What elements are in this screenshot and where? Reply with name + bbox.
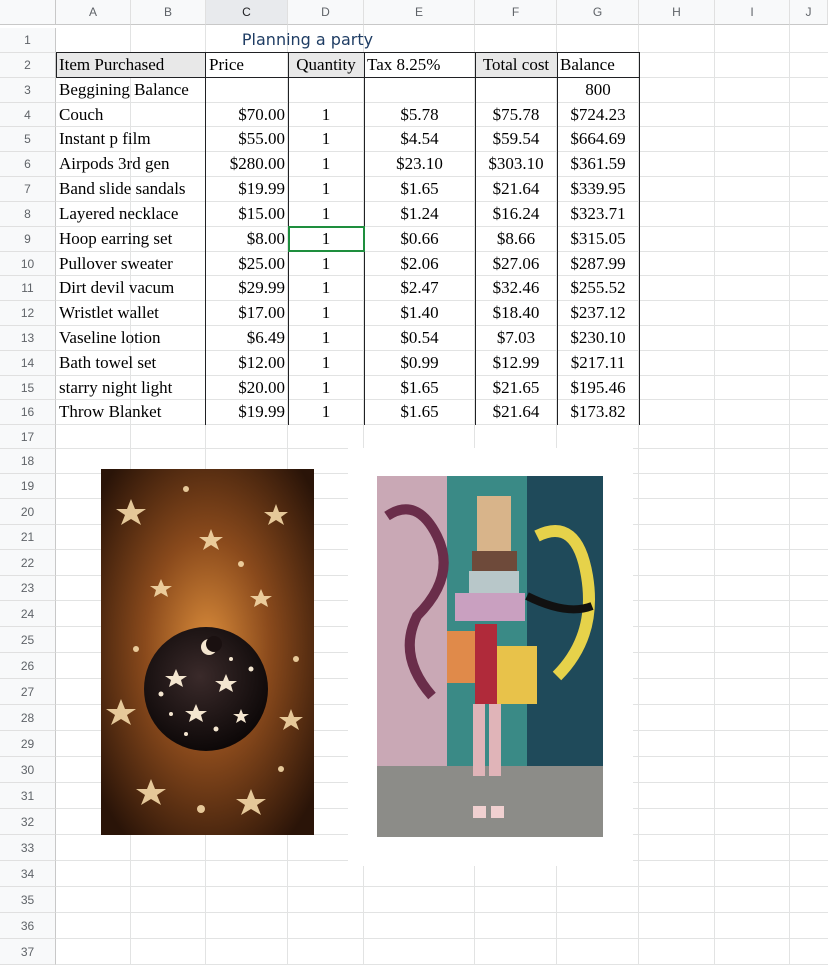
column-header-a[interactable]: A bbox=[56, 0, 131, 25]
column-header-g[interactable]: G bbox=[557, 0, 639, 25]
header-item[interactable]: Item Purchased bbox=[59, 55, 165, 74]
row-header-1[interactable]: 1 bbox=[0, 28, 56, 53]
row-header-9[interactable]: 9 bbox=[0, 227, 56, 252]
row-header-33[interactable]: 33 bbox=[0, 835, 56, 861]
cell-qty[interactable]: 1 bbox=[321, 204, 331, 223]
cell-price[interactable]: $280.00 bbox=[229, 154, 285, 173]
row-header-10[interactable]: 10 bbox=[0, 252, 56, 276]
row-header-24[interactable]: 24 bbox=[0, 601, 56, 627]
row-header-32[interactable]: 32 bbox=[0, 809, 56, 835]
cell-total[interactable]: $27.06 bbox=[492, 254, 540, 273]
shopping-bags-photo[interactable] bbox=[377, 476, 603, 837]
starry-night-light-icon bbox=[101, 469, 314, 835]
cell-qty[interactable]: 1 bbox=[321, 378, 331, 397]
row-header-35[interactable]: 35 bbox=[0, 887, 56, 913]
cell-item[interactable]: Hoop earring set bbox=[59, 229, 173, 248]
cell-total[interactable]: $8.66 bbox=[496, 229, 536, 248]
cell-price[interactable]: $70.00 bbox=[238, 105, 285, 124]
cell-qty[interactable]: 1 bbox=[321, 154, 331, 173]
row-header-13[interactable]: 13 bbox=[0, 326, 56, 351]
row-header-15[interactable]: 15 bbox=[0, 376, 56, 400]
row-header-21[interactable]: 21 bbox=[0, 525, 56, 550]
header-quantity[interactable]: Quantity bbox=[296, 55, 356, 74]
column-header-d[interactable]: D bbox=[288, 0, 364, 25]
cell-total[interactable]: $21.64 bbox=[492, 402, 540, 421]
cell-qty[interactable]: 1 bbox=[321, 229, 331, 248]
cell-tax[interactable]: $2.47 bbox=[400, 278, 439, 297]
cell-qty[interactable]: 1 bbox=[321, 278, 331, 297]
cell-balance[interactable]: $217.11 bbox=[570, 353, 626, 372]
cell-price[interactable]: $29.99 bbox=[238, 278, 285, 297]
cell-balance[interactable]: $255.52 bbox=[570, 278, 626, 297]
row-header-20[interactable]: 20 bbox=[0, 499, 56, 525]
cell-total[interactable]: $21.64 bbox=[492, 179, 540, 198]
column-header-c[interactable]: C bbox=[206, 0, 288, 25]
beginning-balance-label[interactable]: Beggining Balance bbox=[59, 80, 189, 99]
row-header-18[interactable]: 18 bbox=[0, 449, 56, 474]
cell-item[interactable]: Layered necklace bbox=[59, 204, 179, 223]
cell-item[interactable]: Pullover sweater bbox=[59, 254, 173, 273]
cell-item[interactable]: Bath towel set bbox=[59, 353, 157, 372]
cell-item[interactable]: starry night light bbox=[59, 378, 173, 397]
cell-qty[interactable]: 1 bbox=[321, 303, 331, 322]
row-header-8[interactable]: 8 bbox=[0, 202, 56, 227]
cell-price[interactable]: $19.99 bbox=[238, 179, 285, 198]
cell-tax[interactable]: $1.40 bbox=[400, 303, 439, 322]
cell-tax[interactable]: $1.24 bbox=[400, 204, 439, 223]
cell-tax[interactable]: $1.65 bbox=[400, 402, 439, 421]
row-header-2[interactable]: 2 bbox=[0, 53, 56, 78]
cell-price[interactable]: $19.99 bbox=[238, 402, 285, 421]
header-tax[interactable]: Tax 8.25% bbox=[367, 55, 441, 74]
cell-item[interactable]: Couch bbox=[59, 105, 104, 124]
cell-total[interactable]: $32.46 bbox=[492, 278, 540, 297]
row-header-5[interactable]: 5 bbox=[0, 127, 56, 152]
row-header-6[interactable]: 6 bbox=[0, 152, 56, 177]
header-balance[interactable]: Balance bbox=[560, 55, 615, 74]
cell-tax[interactable]: $23.10 bbox=[396, 154, 443, 173]
cell-item[interactable]: Airpods 3rd gen bbox=[59, 154, 170, 173]
starry-night-light-photo[interactable] bbox=[101, 469, 314, 835]
cell-balance[interactable]: $237.12 bbox=[570, 303, 626, 322]
cell-balance[interactable]: $315.05 bbox=[570, 229, 626, 248]
cell-qty[interactable]: 1 bbox=[321, 105, 331, 124]
row-header-7[interactable]: 7 bbox=[0, 177, 56, 202]
cell-price[interactable]: $25.00 bbox=[238, 254, 285, 273]
cell-qty[interactable]: 1 bbox=[321, 254, 331, 273]
cell-total[interactable]: $303.10 bbox=[488, 154, 544, 173]
cell-balance[interactable]: $195.46 bbox=[570, 378, 626, 397]
cell-price[interactable]: $17.00 bbox=[238, 303, 285, 322]
header-total[interactable]: Total cost bbox=[482, 55, 550, 74]
column-header-i[interactable]: I bbox=[715, 0, 790, 25]
row-header-23[interactable]: 23 bbox=[0, 576, 56, 601]
row-header-17[interactable]: 17 bbox=[0, 425, 56, 449]
cell-balance[interactable]: $339.95 bbox=[570, 179, 626, 198]
cell-total[interactable]: $18.40 bbox=[492, 303, 540, 322]
cell-tax[interactable]: $0.54 bbox=[400, 328, 439, 347]
cell-tax[interactable]: $0.66 bbox=[400, 229, 439, 248]
cell-price[interactable]: $6.49 bbox=[246, 328, 285, 347]
cell-total[interactable]: $21.65 bbox=[492, 378, 540, 397]
cell-total[interactable]: $59.54 bbox=[492, 129, 540, 148]
row-header-11[interactable]: 11 bbox=[0, 276, 56, 301]
cell-price[interactable]: $55.00 bbox=[238, 129, 285, 148]
cell-price[interactable]: $12.00 bbox=[238, 353, 285, 372]
header-price[interactable]: Price bbox=[209, 55, 244, 74]
cell-item[interactable]: Dirt devil vacum bbox=[59, 278, 175, 297]
cell-total[interactable]: $75.78 bbox=[492, 105, 540, 124]
cell-balance[interactable]: $724.23 bbox=[570, 105, 626, 124]
cell-balance[interactable]: $361.59 bbox=[570, 154, 626, 173]
row-header-19[interactable]: 19 bbox=[0, 474, 56, 499]
row-header-14[interactable]: 14 bbox=[0, 351, 56, 376]
row-header-30[interactable]: 30 bbox=[0, 757, 56, 783]
cell-tax[interactable]: $5.78 bbox=[400, 105, 439, 124]
cell-tax[interactable]: $4.54 bbox=[400, 129, 439, 148]
cell-qty[interactable]: 1 bbox=[321, 179, 331, 198]
beginning-balance-value[interactable]: 800 bbox=[585, 80, 611, 99]
cell-item[interactable]: Wristlet wallet bbox=[59, 303, 159, 322]
select-all-corner[interactable] bbox=[0, 0, 56, 25]
column-header-f[interactable]: F bbox=[475, 0, 557, 25]
row-header-26[interactable]: 26 bbox=[0, 653, 56, 679]
cell-total[interactable]: $7.03 bbox=[496, 328, 536, 347]
cell-qty[interactable]: 1 bbox=[321, 353, 331, 372]
column-header-j[interactable]: J bbox=[790, 0, 828, 25]
row-header-3[interactable]: 3 bbox=[0, 78, 56, 103]
row-header-34[interactable]: 34 bbox=[0, 861, 56, 887]
cell-total[interactable]: $16.24 bbox=[492, 204, 540, 223]
cell-balance[interactable]: $287.99 bbox=[570, 254, 626, 273]
cell-qty[interactable]: 1 bbox=[321, 129, 331, 148]
cell-total[interactable]: $12.99 bbox=[492, 353, 540, 372]
row-header-16[interactable]: 16 bbox=[0, 400, 56, 425]
row-header-22[interactable]: 22 bbox=[0, 550, 56, 576]
column-header-b[interactable]: B bbox=[131, 0, 206, 25]
cell-item[interactable]: Instant p film bbox=[59, 129, 151, 148]
cell-price[interactable]: $8.00 bbox=[246, 229, 285, 248]
cell-tax[interactable]: $1.65 bbox=[400, 378, 439, 397]
cell-item[interactable]: Vaseline lotion bbox=[59, 328, 161, 347]
sheet-title[interactable]: Planning a party bbox=[241, 30, 374, 49]
row-header-25[interactable]: 25 bbox=[0, 627, 56, 653]
cell-price[interactable]: $20.00 bbox=[238, 378, 285, 397]
row-header-27[interactable]: 27 bbox=[0, 679, 56, 705]
row-header-31[interactable]: 31 bbox=[0, 783, 56, 809]
row-header-12[interactable]: 12 bbox=[0, 301, 56, 326]
cell-item[interactable]: Throw Blanket bbox=[59, 402, 162, 421]
cell-item[interactable]: Band slide sandals bbox=[59, 179, 186, 198]
cell-balance[interactable]: $323.71 bbox=[570, 204, 626, 223]
cell-qty[interactable]: 1 bbox=[321, 402, 331, 421]
cell-qty[interactable]: 1 bbox=[321, 328, 331, 347]
row-header-28[interactable]: 28 bbox=[0, 705, 56, 731]
shopping-bags-icon bbox=[377, 476, 603, 837]
row-header-37[interactable]: 37 bbox=[0, 939, 56, 965]
column-header-e[interactable]: E bbox=[364, 0, 475, 25]
cell-price[interactable]: $15.00 bbox=[238, 204, 285, 223]
cell-tax[interactable]: $1.65 bbox=[400, 179, 439, 198]
cell-tax[interactable]: $0.99 bbox=[400, 353, 439, 372]
row-header-36[interactable]: 36 bbox=[0, 913, 56, 939]
row-header-29[interactable]: 29 bbox=[0, 731, 56, 757]
cell-balance[interactable]: $173.82 bbox=[570, 402, 626, 421]
cell-tax[interactable]: $2.06 bbox=[400, 254, 439, 273]
cell-balance[interactable]: $664.69 bbox=[570, 129, 626, 148]
cell-balance[interactable]: $230.10 bbox=[570, 328, 626, 347]
row-header-4[interactable]: 4 bbox=[0, 103, 56, 127]
column-header-h[interactable]: H bbox=[639, 0, 715, 25]
